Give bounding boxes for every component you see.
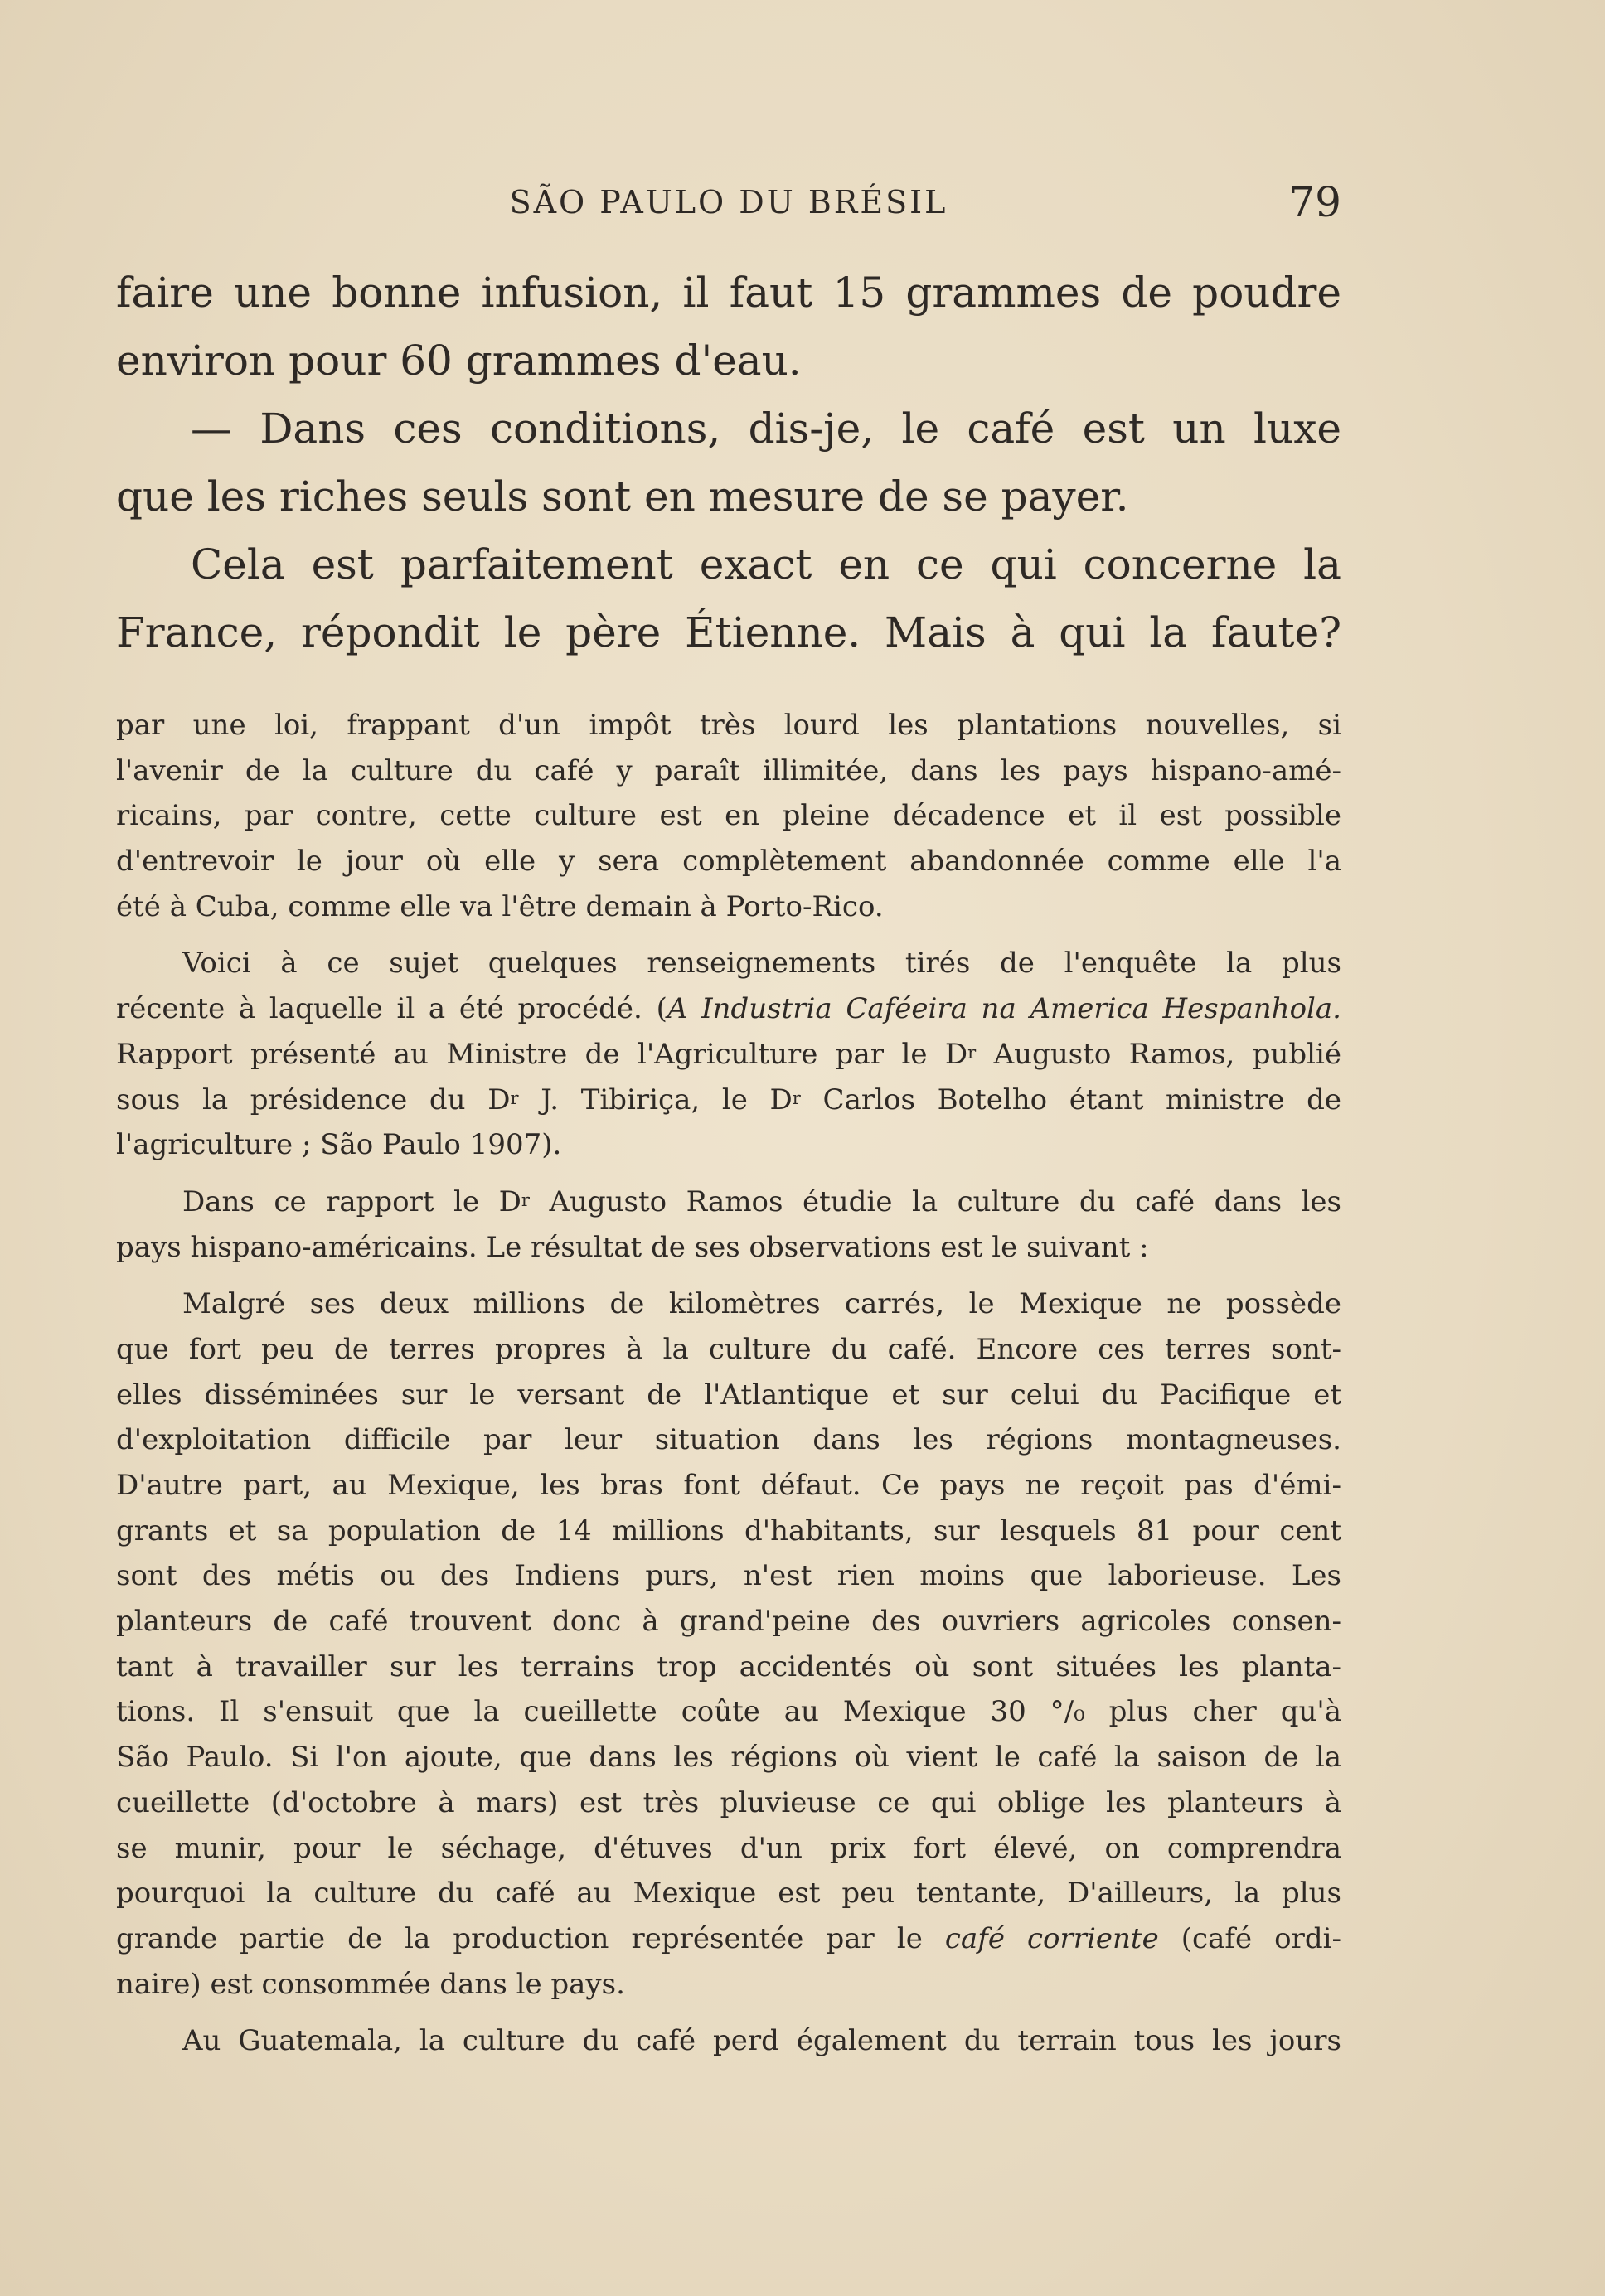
text-line: sous la présidence du $D^r$ J. Tibiriça, le $D^r$ Carlos Botelho étant ministre de <box>116 1083 1341 1117</box>
text-line: Au Guatemala, la culture du café perd également du terrain tous les jours <box>182 2024 1341 2058</box>
text-line: se munir, pour le séchage, d'étuves d'un prix fort élevé, on comprendra <box>116 1831 1341 1865</box>
text-line: d'exploitation difficile par leur situation dans les régions montagneuses. <box>116 1423 1341 1457</box>
text-line: tant à travailler sur les terrains trop accidentés où sont situées les planta- <box>116 1649 1341 1683</box>
text-line: Dans ce rapport le $D^r$ Augusto Ramos étudie la culture du café dans les <box>182 1184 1341 1218</box>
text-line: tions. Il s'ensuit que la cueillette coûte au Mexique 30 °/₀ plus cher qu'à <box>116 1695 1341 1729</box>
running-title: SÃO PAULO DU BRÉSIL <box>509 184 948 220</box>
paragraph <box>116 2018 1341 2064</box>
text-line: ricains, par contre, cette culture est en pleine décadence et il est possible <box>116 799 1341 833</box>
body-text-block <box>116 703 1341 2064</box>
text-line: faire une bonne infusion, il faut 15 grammes de poudre <box>116 269 1341 317</box>
page-number: 79 <box>1288 178 1341 226</box>
italic-term: café corriente <box>944 1921 1159 1955</box>
text-line: pays hispano-américains. Le résultat de ses observations est le suivant : <box>116 1230 1149 1264</box>
text-line: Rapport présenté au Ministre de l'Agriculture par le $D^r$ Augusto Ramos, publié <box>116 1037 1342 1071</box>
text-line: grande partie de la production représentée par le café corriente (café ordi- <box>116 1921 1341 1955</box>
text-line: l'avenir de la culture du café y paraît illimitée, dans les pays hispano-amé- <box>116 753 1341 787</box>
text-line: pourquoi la culture du café au Mexique est peu tentante, D'ailleurs, la plus <box>116 1877 1341 1911</box>
text-line: récente à laquelle il a été procédé. (A Industria Caféeira na America Hespanhola. <box>116 992 1341 1026</box>
paragraph <box>116 1179 1341 1270</box>
text-line: France, répondit le père Étienne. Mais à qui la faute? <box>116 608 1341 656</box>
text-line: naire) est consommée dans le pays. <box>116 1967 625 2001</box>
text-line: Cela est parfaitement exact en ce qui concerne la <box>191 540 1341 589</box>
text-line: São Paulo. Si l'on ajoute, que dans les régions où vient le café la saison de la <box>116 1741 1341 1775</box>
text-line: que fort peu de terres propres à la culture du café. Encore ces terres sont- <box>116 1332 1341 1366</box>
text-line: D'autre part, au Mexique, les bras font défaut. Ce pays ne reçoit pas d'émi- <box>116 1469 1341 1502</box>
running-head <box>116 176 1341 229</box>
text-line: environ pour 60 grammes d'eau. <box>116 337 802 385</box>
text-line: Voici à ce sujet quelques renseignements tirés de l'enquête la plus <box>182 947 1341 981</box>
text-line: cueillette (d'octobre à mars) est très pluvieuse ce qui oblige les planteurs à <box>116 1785 1341 1819</box>
paragraph <box>116 1281 1341 2007</box>
italic-title: A Industria Caféeira na America Hespanhola. <box>667 992 1341 1026</box>
paragraph <box>116 703 1341 929</box>
text-line: d'entrevoir le jour où elle y sera complètement abandonnée comme elle l'a <box>116 845 1341 879</box>
continued-text-block <box>116 259 1341 666</box>
text-line: l'agriculture ; São Paulo 1907). <box>116 1128 562 1162</box>
paragraph <box>116 941 1341 1167</box>
text-line: planteurs de café trouvent donc à grand'peine des ouvriers agricoles consen- <box>116 1605 1341 1639</box>
text-line: été à Cuba, comme elle va l'être demain à Porto-Rico. <box>116 889 884 923</box>
text-line: elles disséminées sur le versant de l'Atlantique et sur celui du Pacifique et <box>116 1378 1341 1412</box>
text-line: grants et sa population de 14 millions d'habitants, sur lesquels 81 pour cent <box>116 1514 1341 1548</box>
text-line: Malgré ses deux millions de kilomètres carrés, le Mexique ne possède <box>182 1287 1341 1321</box>
text-line: sont des métis ou des Indiens purs, n'est rien moins que laborieuse. Les <box>116 1559 1341 1593</box>
text-line: que les riches seuls sont en mesure de se payer. <box>116 472 1129 521</box>
text-line: — Dans ces conditions, dis-je, le café est un luxe <box>191 404 1341 453</box>
text-line: par une loi, frappant d'un impôt très lourd les plantations nouvelles, si <box>116 709 1341 742</box>
